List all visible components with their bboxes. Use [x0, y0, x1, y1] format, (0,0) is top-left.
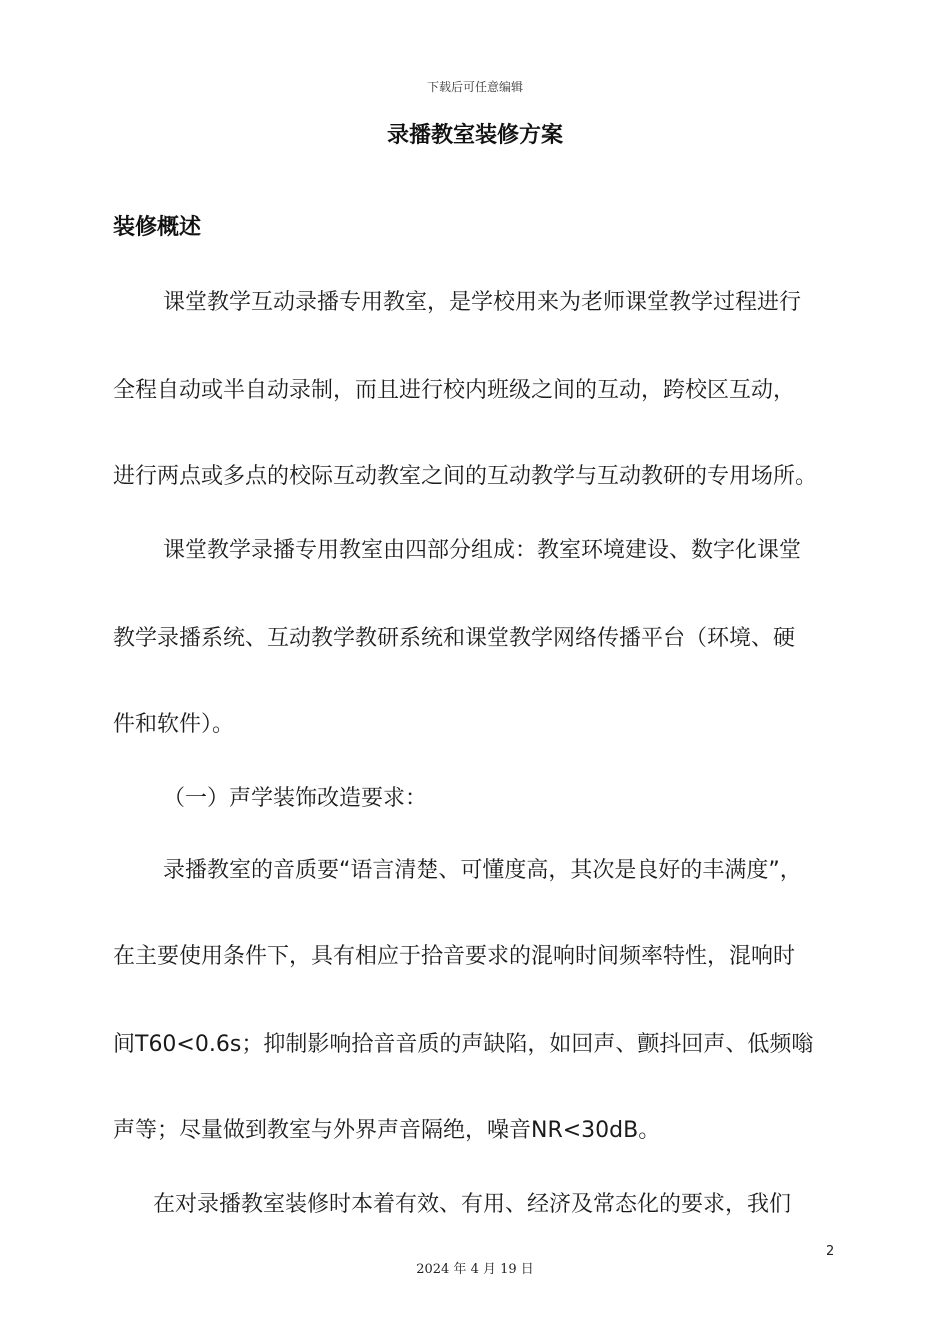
- header-note: 下载后可任意编辑: [426, 80, 523, 94]
- document-title: 录播教室装修方案: [386, 123, 563, 148]
- footer-date: 2024 年 4 月 19 日: [416, 1262, 534, 1277]
- paragraph-line: 录播教室的音质要“语言清楚、可懂度高，其次是良好的丰满度”，: [163, 858, 802, 883]
- paragraph-line: 课堂教学互动录播专用教室，是学校用来为老师课堂教学过程进行: [163, 290, 802, 315]
- paragraph-line: 教学录播系统、互动教学教研系统和课堂教学网络传播平台（环境、硬: [113, 626, 796, 651]
- paragraph-line: 件和软件）。: [113, 712, 235, 737]
- paragraph-line: 在对录播教室装修时本着有效、有用、经济及常态化的要求，我们: [153, 1192, 792, 1217]
- paragraph-line: 进行两点或多点的校际互动教室之间的互动教学与互动教研的专用场所。: [113, 464, 818, 489]
- paragraph-line: 在主要使用条件下，具有相应于拾音要求的混响时间频率特性，混响时: [113, 944, 796, 969]
- paragraph-line: 声等；尽量做到教室与外界声音隔绝，噪音NR<30dB。: [113, 1118, 661, 1143]
- page-number: 2: [826, 1244, 835, 1259]
- paragraph-line: 全程自动或半自动录制，而且进行校内班级之间的互动，跨校区互动，: [113, 378, 796, 403]
- paragraph-line: （一）声学装饰改造要求：: [163, 786, 428, 811]
- paragraph-line: 课堂教学录播专用教室由四部分组成：教室环境建设、数字化课堂: [163, 538, 802, 563]
- paragraph-line: 间T60<0.6s；抑制影响拾音音质的声缺陷，如回声、颤抖回声、低频嗡: [113, 1032, 814, 1057]
- section-heading: 装修概述: [113, 215, 202, 240]
